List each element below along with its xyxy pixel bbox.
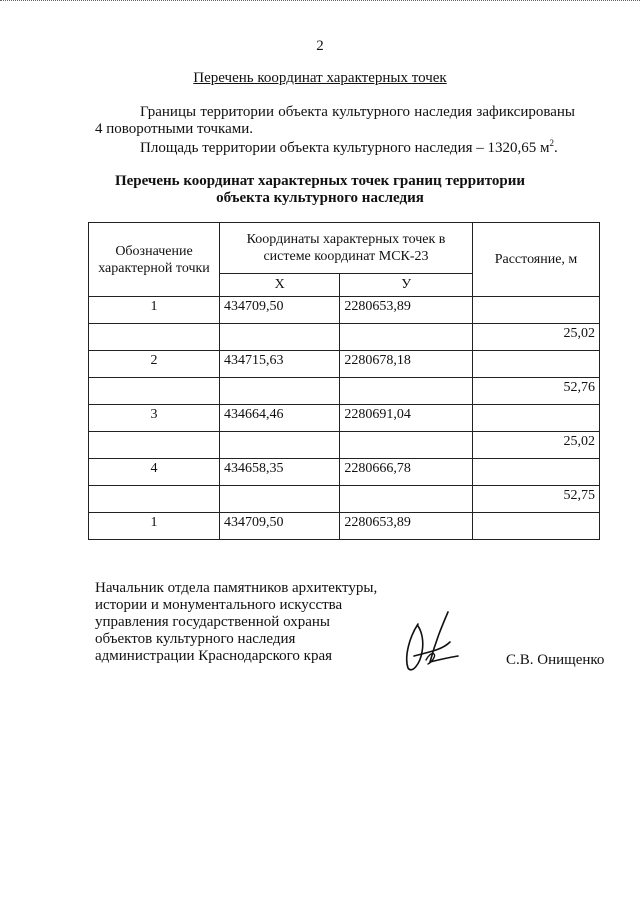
- cell-y: [340, 378, 473, 405]
- signatory-name: С.В. Онищенко: [506, 652, 605, 668]
- signatory-title: [95, 580, 377, 665]
- handwritten-signature: [396, 606, 466, 676]
- cell-point: [89, 378, 220, 405]
- signatory-line: администрации Краснодарского края: [95, 648, 333, 664]
- cell-point: 1: [89, 297, 220, 324]
- table-row: [89, 459, 600, 486]
- table-row: [89, 351, 600, 378]
- table-row: [89, 378, 600, 405]
- cell-point: [89, 486, 220, 513]
- cell-point: 1: [89, 513, 220, 540]
- cell-point: 3: [89, 405, 220, 432]
- cell-distance: 25,02: [473, 432, 600, 459]
- signatory-line: объектов культурного наследия: [95, 631, 296, 647]
- area-period: .: [553, 140, 558, 156]
- area-unit-exponent: 2: [549, 138, 554, 148]
- table-row: [89, 297, 600, 324]
- section-heading: [0, 70, 640, 87]
- cell-distance: 52,76: [473, 378, 600, 405]
- paragraph-area: [95, 140, 575, 157]
- table-title: [0, 173, 640, 207]
- table-row: [89, 513, 600, 540]
- cell-y: 2280678,18: [340, 351, 473, 378]
- cell-x: [220, 324, 340, 351]
- table-row: [89, 324, 600, 351]
- cell-y: 2280691,04: [340, 405, 473, 432]
- header-y: У: [340, 274, 473, 297]
- cell-distance: [473, 459, 600, 486]
- coordinates-table: [88, 222, 600, 540]
- signatory-line: истории и монументального искусства: [95, 597, 343, 613]
- top-edge-rule: [0, 0, 640, 5]
- table-title-line2: объекта культурного наследия: [216, 190, 424, 206]
- cell-x: [220, 378, 340, 405]
- table-row: [89, 486, 600, 513]
- signatory-line: Начальник отдела памятников архитектуры,: [95, 580, 378, 596]
- cell-point: [89, 324, 220, 351]
- cell-x: 434664,46: [220, 405, 340, 432]
- paragraph-boundaries: Границы территории объекта культурного наследия зафиксированы 4 поворотными точками.: [95, 104, 575, 137]
- cell-point: 4: [89, 459, 220, 486]
- header-distance: Расстояние, м: [473, 223, 600, 297]
- cell-x: 434715,63: [220, 351, 340, 378]
- cell-x: 434709,50: [220, 297, 340, 324]
- header-coordinates: Координаты характерных точек в системе координат МСК-23: [220, 223, 473, 274]
- table-title-line1: Перечень координат характерных точек границ территории: [114, 173, 526, 189]
- section-heading-text: Перечень координат характерных точек: [193, 70, 447, 86]
- cell-distance: 52,75: [473, 486, 600, 513]
- cell-point: 2: [89, 351, 220, 378]
- cell-y: [340, 324, 473, 351]
- table-row: [89, 432, 600, 459]
- cell-point: [89, 432, 220, 459]
- cell-distance: [473, 351, 600, 378]
- page-number: 2: [316, 38, 324, 54]
- cell-y: 2280666,78: [340, 459, 473, 486]
- signatory-line: управления государственной охраны: [95, 614, 330, 630]
- cell-distance: [473, 405, 600, 432]
- table-row: [89, 405, 600, 432]
- cell-y: 2280653,89: [340, 513, 473, 540]
- cell-distance: 25,02: [473, 324, 600, 351]
- cell-y: [340, 486, 473, 513]
- cell-distance: [473, 513, 600, 540]
- cell-x: 434709,50: [220, 513, 340, 540]
- cell-y: 2280653,89: [340, 297, 473, 324]
- cell-x: 434658,35: [220, 459, 340, 486]
- cell-distance: [473, 297, 600, 324]
- area-text: Площадь территории объекта культурного наследия – 1320,65 м: [140, 140, 550, 156]
- header-x: Х: [220, 274, 340, 297]
- cell-x: [220, 486, 340, 513]
- cell-x: [220, 432, 340, 459]
- cell-y: [340, 432, 473, 459]
- header-point: Обозначение характерной точки: [89, 223, 220, 297]
